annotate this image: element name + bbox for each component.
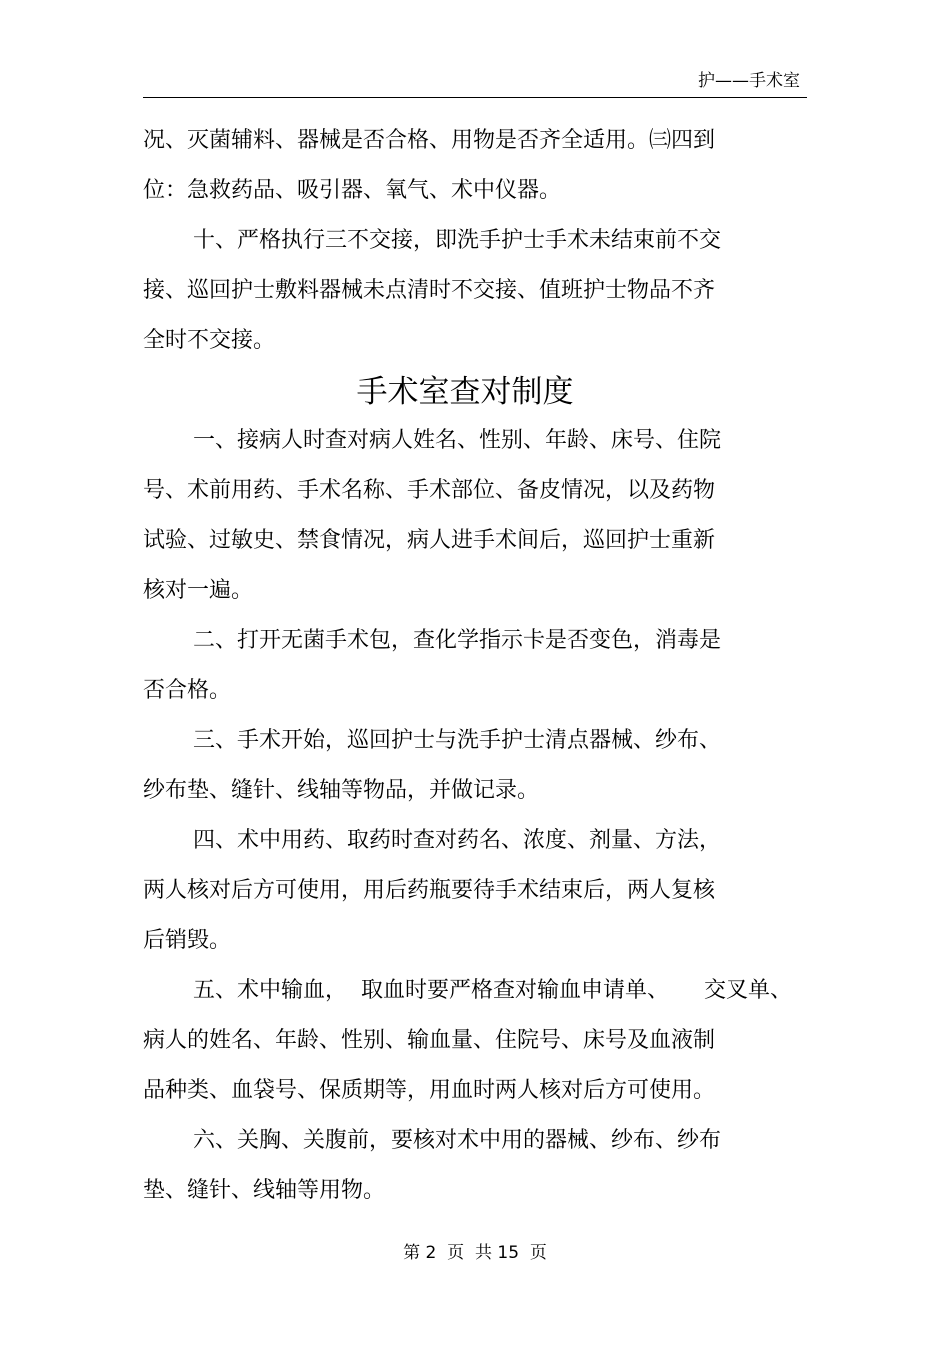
body-line: 病人的姓名、年龄、性别、输血量、住院号、床号及血液制 bbox=[143, 1028, 716, 1053]
paragraph-line: 五、术中输血， 取血时要严格查对输血申请单、 交叉单、 bbox=[193, 978, 792, 1003]
body-line: 后销毁。 bbox=[143, 928, 232, 953]
paragraph-line: 十、严格执行三不交接，即洗手护士手术未结束前不交 bbox=[193, 228, 722, 253]
body-line: 品种类、血袋号、保质期等，用血时两人核对后方可使用。 bbox=[143, 1078, 716, 1103]
page-number: 第 2 页 共 15 页 bbox=[403, 1243, 547, 1263]
body-line: 垫、缝针、线轴等用物。 bbox=[143, 1178, 386, 1203]
body-line: 纱布垫、缝针、线轴等物品，并做记录。 bbox=[143, 778, 540, 803]
body-line: 试验、过敏史、禁食情况，病人进手术间后，巡回护士重新 bbox=[143, 528, 716, 553]
body-line: 况、灭菌辅料、器械是否合格、用物是否齐全适用。㈢四到 bbox=[143, 128, 716, 153]
body-line: 全时不交接。 bbox=[143, 328, 276, 353]
body-line: 否合格。 bbox=[143, 678, 232, 703]
paragraph-line: 一、接病人时查对病人姓名、性别、年龄、床号、住院 bbox=[193, 428, 722, 453]
section-title: 手术室查对制度 bbox=[356, 374, 574, 410]
body-line: 核对一遍。 bbox=[143, 578, 254, 603]
body-line: 号、术前用药、手术名称、手术部位、备皮情况，以及药物 bbox=[143, 478, 716, 503]
body-line: 位：急救药品、吸引器、氧气、术中仪器。 bbox=[143, 178, 562, 203]
paragraph-line: 四、术中用药、取药时查对药名、浓度、剂量、方法， bbox=[193, 828, 722, 853]
header-divider bbox=[143, 97, 807, 98]
body-line: 接、巡回护士敷料器械未点清时不交接、值班护士物品不齐 bbox=[143, 278, 716, 303]
paragraph-line: 三、手术开始，巡回护士与洗手护士清点器械、纱布、 bbox=[193, 728, 722, 753]
body-line: 两人核对后方可使用，用后药瓶要待手术结束后，两人复核 bbox=[143, 878, 716, 903]
paragraph-line: 六、关胸、关腹前，要核对术中用的器械、纱布、纱布 bbox=[193, 1128, 722, 1153]
paragraph-line: 二、打开无菌手术包，查化学指示卡是否变色，消毒是 bbox=[193, 628, 722, 653]
header-title: 护——手术室 bbox=[698, 71, 800, 91]
